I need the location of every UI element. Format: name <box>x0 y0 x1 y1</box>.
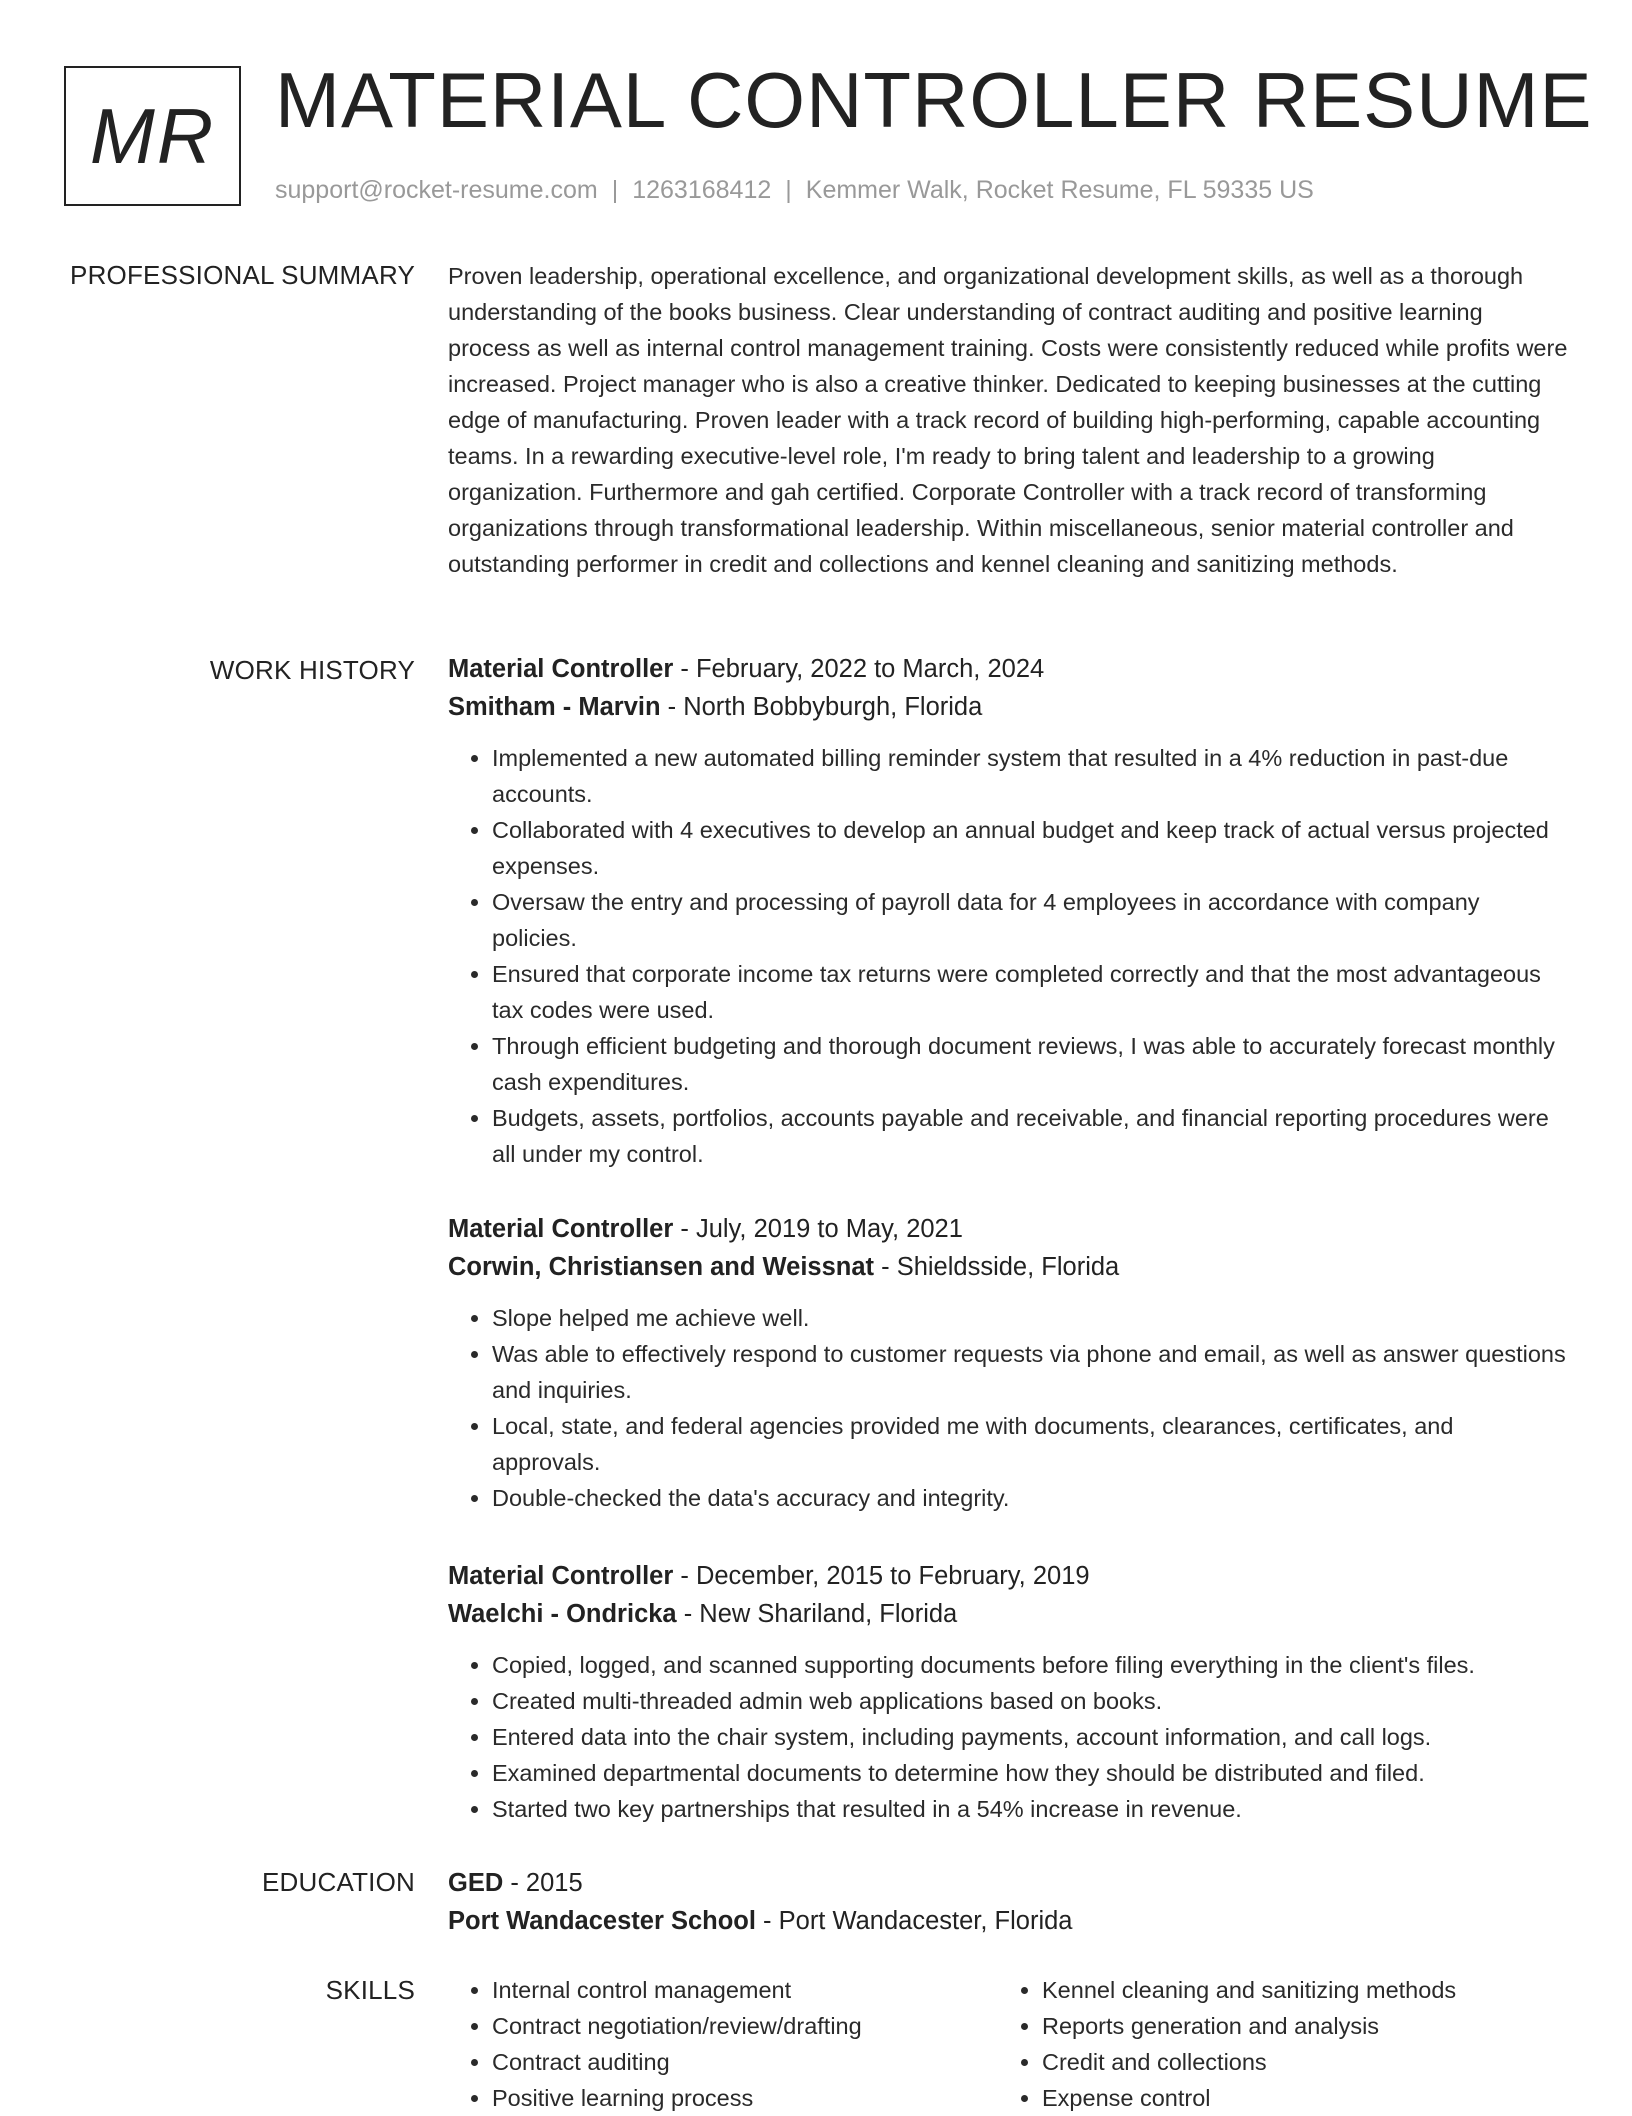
job-bullet: • Was able to effectively respond to customer requests via phone and email, as well as answer questions and inquiries. <box>492 1336 1568 1408</box>
skill-item: • Reports generation and analysis <box>1042 2008 1548 2044</box>
contact-address: Kemmer Walk, Rocket Resume, FL 59335 US <box>805 176 1314 204</box>
job-bullets <box>448 1647 1568 1827</box>
skills-list <box>448 1972 998 2116</box>
job-bullets <box>448 740 1568 1172</box>
skills-list <box>998 1972 1548 2116</box>
job-dates: - December, 2015 to February, 2019 <box>673 1562 1090 1590</box>
job-bullet: • Slope helped me achieve well. <box>492 1300 1568 1336</box>
skill-item: • Credit and collections <box>1042 2044 1548 2080</box>
education-degree: GED <box>448 1869 504 1897</box>
contact-line <box>275 176 1314 205</box>
job-bullet: • Copied, logged, and scanned supporting documents before filing everything in the client's files. <box>492 1647 1568 1683</box>
education-degree-line <box>448 1864 1568 1902</box>
skill-item: • Contract negotiation/review/drafting <box>492 2008 998 2044</box>
job-bullet: • Implemented a new automated billing reminder system that resulted in a 4% reduction in past-due accounts. <box>492 740 1568 812</box>
skills-grid <box>448 1972 1568 2116</box>
contact-separator: | <box>611 176 619 204</box>
skill-item: • Internal control management <box>492 1972 998 2008</box>
job-company: Corwin, Christiansen and Weissnat <box>448 1253 875 1281</box>
job-location: - North Bobbyburgh, Florida <box>660 693 983 721</box>
skills-section <box>448 1972 1568 2116</box>
skill-item: • Expense control <box>1042 2080 1548 2116</box>
job-bullet: • Budgets, assets, portfolios, accounts payable and receivable, and financial reporting procedures were all under my control. <box>492 1100 1568 1172</box>
education-entry <box>448 1864 1568 1940</box>
job-bullets <box>448 1300 1568 1516</box>
education-school-line <box>448 1902 1568 1940</box>
skills-column-right <box>998 1972 1548 2116</box>
job-entry <box>448 1557 1568 1827</box>
job-bullet: • Started two key partnerships that resulted in a 54% increase in revenue. <box>492 1791 1568 1827</box>
skill-item: • Positive learning process <box>492 2080 998 2116</box>
job-entry <box>448 650 1568 1172</box>
job-company-line <box>448 688 1568 726</box>
job-bullet: • Oversaw the entry and processing of payroll data for 4 employees in accordance with company policies. <box>492 884 1568 956</box>
job-company: Waelchi - Ondricka <box>448 1600 677 1628</box>
job-bullet: • Double-checked the data's accuracy and integrity. <box>492 1480 1568 1516</box>
job-location: - Shieldsside, Florida <box>874 1253 1120 1281</box>
job-bullet: • Entered data into the chair system, including payments, account information, and call logs. <box>492 1719 1568 1755</box>
skills-column-left <box>448 1972 998 2116</box>
monogram-box <box>64 66 241 206</box>
summary-heading: PROFESSIONAL SUMMARY <box>70 260 415 290</box>
skill-item: • Kennel cleaning and sanitizing methods <box>1042 1972 1548 2008</box>
job-bullet: • Examined departmental documents to determine how they should be distributed and filed. <box>492 1755 1568 1791</box>
job-bullet: • Local, state, and federal agencies provided me with documents, clearances, certificates, and approvals. <box>492 1408 1568 1480</box>
summary-section <box>448 258 1568 582</box>
education-school: Port Wandacester School <box>448 1907 756 1935</box>
monogram-initials: MR <box>89 91 216 180</box>
contact-email: support@rocket-resume.com <box>275 176 598 204</box>
job-company: Smitham - Marvin <box>448 693 661 721</box>
job-dates: - July, 2019 to May, 2021 <box>673 1215 963 1243</box>
job-title-line <box>448 1210 1568 1248</box>
job-bullet: • Through efficient budgeting and thorough document reviews, I was able to accurately forecast monthly cash expenditures. <box>492 1028 1568 1100</box>
job-title: Material Controller <box>448 655 674 683</box>
education-location: - Port Wandacester, Florida <box>755 1907 1073 1935</box>
job-company-line <box>448 1248 1568 1286</box>
job-entry <box>448 1210 1568 1516</box>
job-company-line <box>448 1595 1568 1633</box>
skills-heading: SKILLS <box>325 1975 415 2005</box>
education-heading: EDUCATION <box>262 1867 415 1897</box>
job-bullet: • Ensured that corporate income tax returns were completed correctly and that the most advantageous tax codes were used. <box>492 956 1568 1028</box>
contact-separator: | <box>785 176 792 204</box>
job-title-line <box>448 1557 1568 1595</box>
summary-text: Proven leadership, operational excellence, and organizational development skills, as well as a thorough understanding of the books business. Clear understanding of contract auditing and positive learning process as well as internal control management training. Costs were consistently reduced while profits were increased. Project manager who is also a creative thinker. Dedicated to keeping businesses at the cutting edge of manufacturing. Proven leader with a track record of building high-performing, capable accounting teams. In a rewarding executive-level role, I'm ready to bring talent and leadership to a growing organization. Furthermore and gah certified. Corporate Controller with a track record of transforming organizations through transformational leadership. Within miscellaneous, senior material controller and outstanding performer in credit and collections and kennel cleaning and sanitizing methods. <box>448 263 1568 577</box>
job-bullet: • Collaborated with 4 executives to develop an annual budget and keep track of actual versus projected expenses. <box>492 812 1568 884</box>
job-dates: - February, 2022 to March, 2024 <box>673 655 1045 683</box>
contact-phone: 1263168412 <box>632 176 772 204</box>
education-year: - 2015 <box>503 1869 583 1897</box>
skill-item: • Contract auditing <box>492 2044 998 2080</box>
job-title: Material Controller <box>448 1562 674 1590</box>
resume-title: MATERIAL CONTROLLER RESUME <box>275 56 1593 144</box>
job-title: Material Controller <box>448 1215 674 1243</box>
job-bullet: • Created multi-threaded admin web applications based on books. <box>492 1683 1568 1719</box>
job-location: - New Shariland, Florida <box>676 1600 958 1628</box>
job-title-line <box>448 650 1568 688</box>
work-history-heading: WORK HISTORY <box>209 655 415 685</box>
